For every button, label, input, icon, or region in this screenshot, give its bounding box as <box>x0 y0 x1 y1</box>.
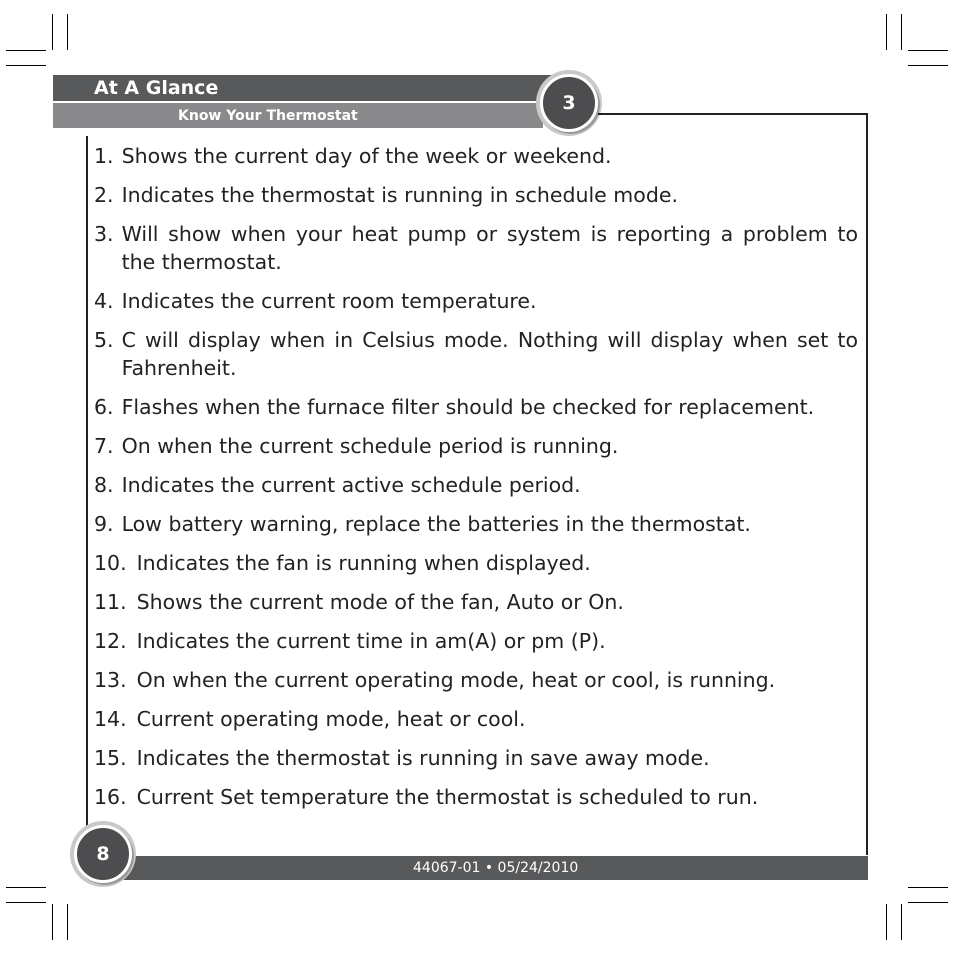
list-item-text: Indicates the current active schedule period. <box>121 473 581 497</box>
crop-mark <box>901 904 902 940</box>
numbered-list <box>94 142 858 822</box>
list-item <box>94 471 858 499</box>
page-number-badge: 8 <box>74 825 132 883</box>
crop-mark <box>67 14 68 50</box>
list-item-text: Shows the current day of the week or weekend. <box>121 144 612 168</box>
section-number-badge: 3 <box>540 74 598 132</box>
list-item <box>94 510 858 538</box>
list-item <box>94 326 858 382</box>
list-item-number: 10. <box>94 551 127 575</box>
crop-mark <box>67 904 68 940</box>
list-item-text: Indicates the thermostat is running in save away mode. <box>136 746 710 770</box>
section-subtitle: Know Your Thermostat <box>178 108 358 124</box>
list-item-number: 7. <box>94 434 114 458</box>
list-item-text: Flashes when the furnace filter should be checked for replacement. <box>121 395 815 419</box>
list-item-number: 14. <box>94 707 127 731</box>
list-item-text: Indicates the current room temperature. <box>121 289 537 313</box>
list-item <box>94 142 858 170</box>
list-item-text: Current operating mode, heat or cool. <box>136 707 526 731</box>
list-item-text: Low battery warning, replace the batteries in the thermostat. <box>121 512 751 536</box>
list-item-text: On when the current schedule period is running. <box>121 434 619 458</box>
list-item-number: 13. <box>94 668 127 692</box>
crop-mark <box>908 887 948 888</box>
list-item <box>94 627 858 655</box>
list-item-number: 2. <box>94 183 114 207</box>
list-item-text: Shows the current mode of the fan, Auto or On. <box>136 590 624 614</box>
crop-mark <box>908 50 948 51</box>
crop-mark <box>886 904 887 940</box>
list-item <box>94 549 858 577</box>
list-item-text: Indicates the fan is running when displayed. <box>136 551 591 575</box>
list-item <box>94 432 858 460</box>
list-item-text: On when the current operating mode, heat or cool, is running. <box>136 668 776 692</box>
crop-mark <box>886 14 887 50</box>
list-item-text: C will display when in Celsius mode. Nothing will display when set to Fahrenheit. <box>121 328 858 380</box>
crop-mark <box>908 902 948 903</box>
crop-mark <box>6 902 46 903</box>
list-item <box>94 705 858 733</box>
list-item-number: 6. <box>94 395 114 419</box>
frame-line-left <box>86 136 88 828</box>
list-item-number: 12. <box>94 629 127 653</box>
frame-line-top <box>598 113 868 115</box>
list-item-text: Indicates the thermostat is running in schedule mode. <box>121 183 678 207</box>
crop-mark <box>908 65 948 66</box>
crop-mark <box>52 904 53 940</box>
crop-mark <box>6 65 46 66</box>
list-item <box>94 220 858 276</box>
crop-mark <box>52 14 53 50</box>
section-title: At A Glance <box>94 77 219 99</box>
list-item-number: 1. <box>94 144 114 168</box>
crop-mark <box>901 14 902 50</box>
list-item-number: 16. <box>94 785 127 809</box>
list-item-number: 3. <box>94 222 114 246</box>
list-item-number: 11. <box>94 590 127 614</box>
list-item <box>94 744 858 772</box>
list-item-text: Indicates the current time in am(A) or pm (P). <box>136 629 606 653</box>
list-item <box>94 783 858 811</box>
list-item <box>94 287 858 315</box>
crop-mark <box>6 887 46 888</box>
frame-line-right <box>866 113 868 855</box>
document-code: 44067-01 • 05/24/2010 <box>413 860 579 876</box>
list-item <box>94 588 858 616</box>
list-item <box>94 181 858 209</box>
list-item-number: 15. <box>94 746 127 770</box>
list-item-number: 8. <box>94 473 114 497</box>
list-item-number: 9. <box>94 512 114 536</box>
list-item <box>94 666 858 694</box>
list-item <box>94 393 858 421</box>
list-item-number: 5. <box>94 328 114 352</box>
list-item-text: Current Set temperature the thermostat is scheduled to run. <box>136 785 759 809</box>
crop-mark <box>6 50 46 51</box>
list-item-number: 4. <box>94 289 114 313</box>
list-item-text: Will show when your heat pump or system is reporting a problem to the thermostat. <box>121 222 858 274</box>
